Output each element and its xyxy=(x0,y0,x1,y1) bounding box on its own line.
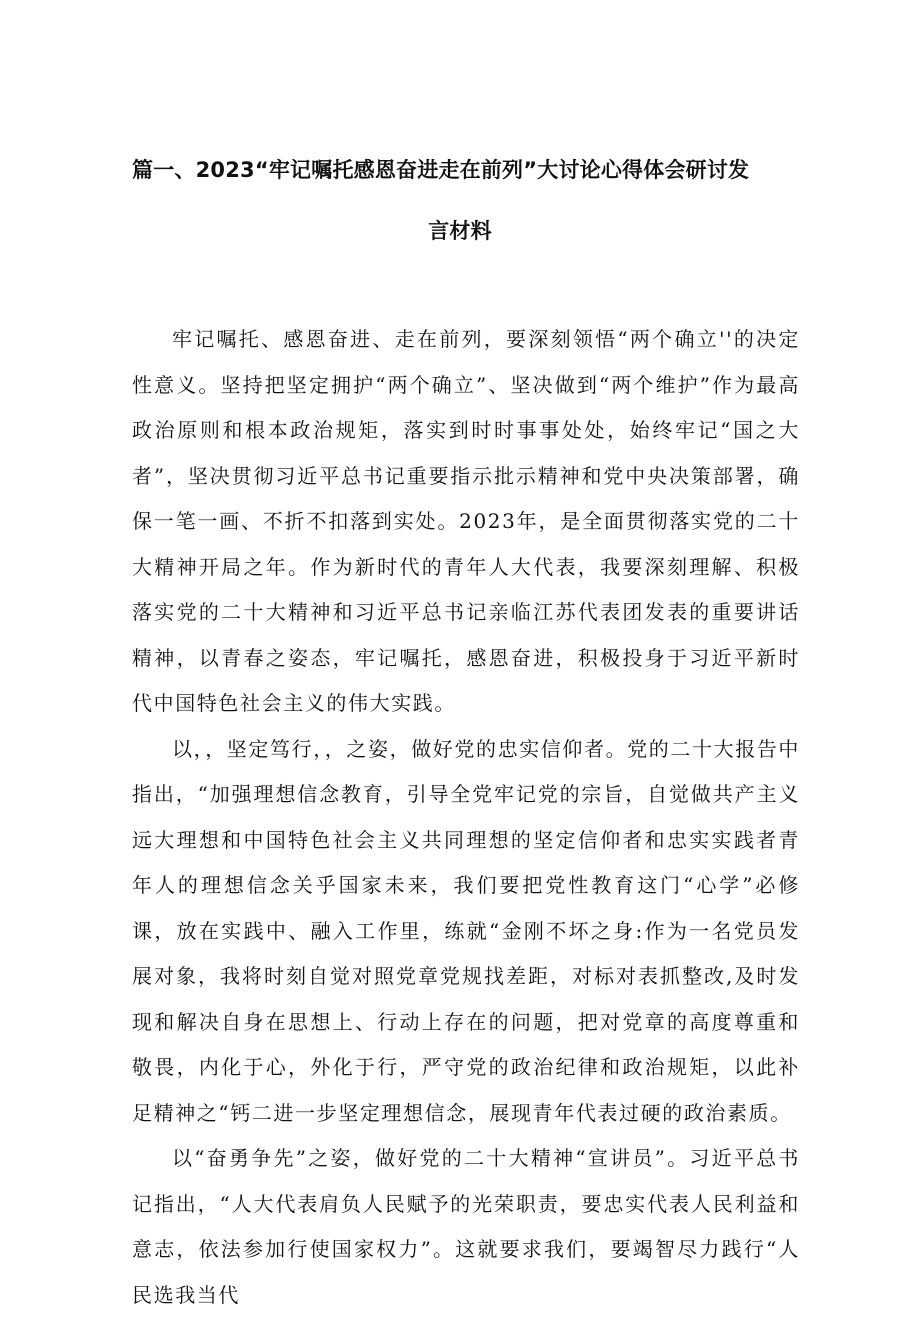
paragraph-3: 以“奋勇争先”之姿，做好党的二十大精神“宣讲员”。习近平总书记指出，“人大代表肩负人民赋予的光荣职责，要忠实代表人民利益和意志，依法参加行使国家权力”。这就要求我们，要竭智尽力践行“人民选我当代 xyxy=(132,1146,800,1307)
document-body xyxy=(132,317,800,1318)
document-title-line-1: 篇一、2023“牢记嘱托感恩奋进走在前列”大讨论心得体会研讨发 xyxy=(132,158,750,182)
paragraph-1: 牢记嘱托、感恩奋进、走在前列，要深刻领悟“两个确立''的决定性意义。坚持把坚定拥护“两个确立”、坚决做到“两个维护”作为最高政治原则和根本政治规矩，落实到时时事事处处，始终牢记“国之大者”，坚决贯彻习近平总书记重要指示批示精神和党中央决策部署，确保一笔一画、不折不扣落到实处。2023年，是全面贯彻落实党的二十大精神开局之年。作为新时代的青年人大代表，我要深刻理解、积极落实党的二十大精神和习近平总书记亲临江苏代表团发表的重要讲话精神，以青春之姿态，牢记嘱托，感恩奋进，积极投身于习近平新时代中国特色社会主义的伟大实践。 xyxy=(132,327,800,715)
document-title-line-2: 言材料 xyxy=(428,219,492,243)
paragraph-2: 以，，坚定笃行，，之姿，做好党的忠实信仰者。党的二十大报告中指出，“加强理想信念教育，引导全党牢记党的宗旨，自觉做共产主义远大理想和中国特色社会主义共同理想的坚定信仰者和忠实实践者青年人的理想信念关乎国家未来，我们要把党性教育这门“心学”必修课，放在实践中、融入工作里，练就“金刚不坏之身:作为一名党员发展对象，我将时刻自觉对照党章党规找差距，对标对表抓整改,及时发现和解决自身在思想上、行动上存在的问题，把对党章的高度尊重和敬畏，内化于心，外化于行，严守党的政治纪律和政治规矩，以此补足精神之“钙二进一步坚定理想信念，展现青年代表过硬的政治素质。 xyxy=(132,736,800,1125)
